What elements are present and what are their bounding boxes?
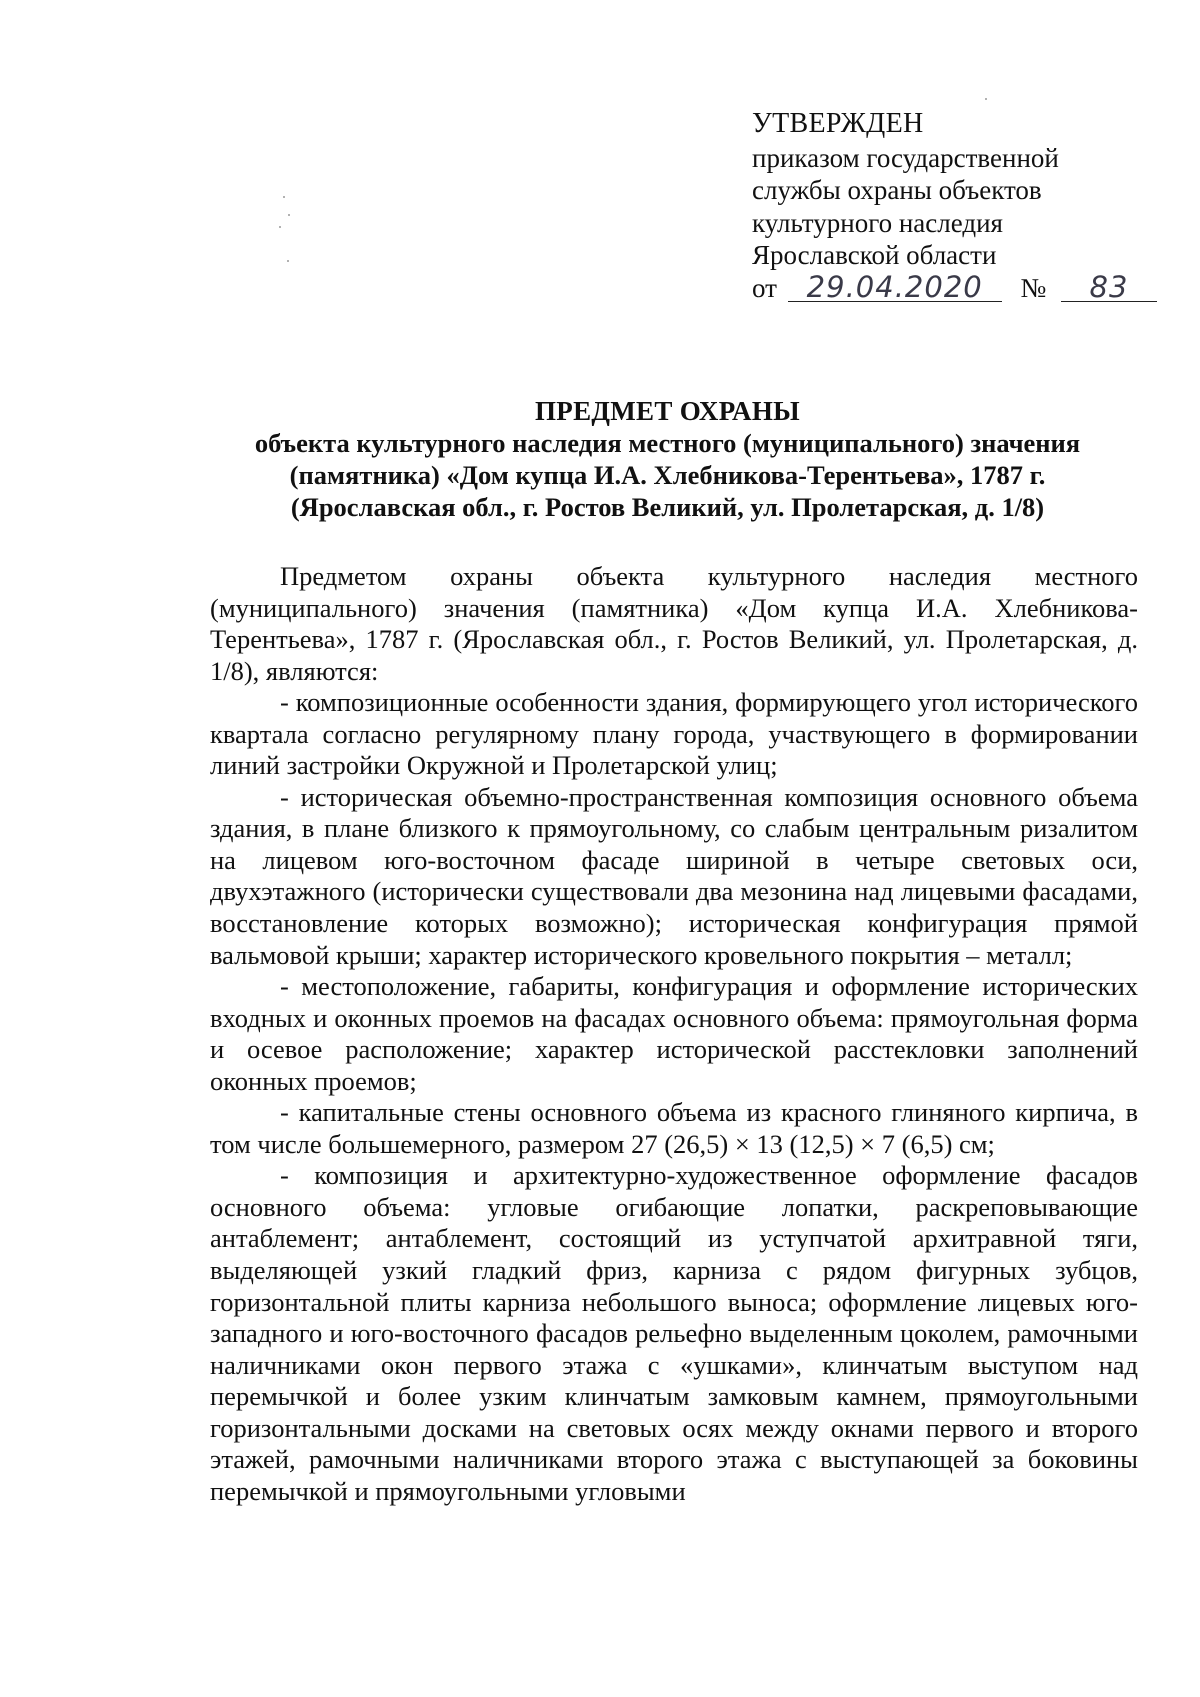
scan-speck — [288, 214, 290, 216]
approval-line: приказом государственной — [752, 142, 1059, 173]
handwritten-number: 83 — [1061, 273, 1157, 302]
intro-paragraph: Предметом охраны объекта культурного наследия местного (муниципального) значения (памятника) «Дом купца И.А. Хлебникова-Терентьева», 1787 г. (Ярославская обл., г. Ростов Великий, ул. Пролетарская, д. 1/8), являются: — [210, 561, 1138, 686]
heading-line: (Ярославская обл., г. Ростов Великий, ул. Пролетарская, д. 1/8) — [290, 492, 1045, 522]
handwritten-date: 29.04.2020 — [788, 273, 1002, 302]
scan-speck — [287, 260, 289, 262]
approval-line: культурного наследия — [752, 207, 1003, 238]
list-item: - композиционные особенности здания, формирующего угол исторического квартала согласно регулярному плану города, участвующего в формировании линий застройки Окружной и Пролетарской улиц; — [210, 687, 1138, 781]
document-body — [210, 561, 1138, 1507]
scan-speck — [279, 226, 281, 228]
date-prefix: от — [752, 272, 777, 303]
approval-block — [752, 108, 1152, 304]
heading-line: (памятника) «Дом купца И.А. Хлебникова-Терентьева», 1787 г. — [289, 460, 1046, 490]
scan-speck — [283, 196, 285, 198]
list-item: - капитальные стены основного объема из красного глиняного кирпича, в том числе большемерного, размером 27 (26,5) × 13 (12,5) × 7 (6,5) см; — [210, 1097, 1138, 1159]
heading-line: объекта культурного наследия местного (муниципального) значения — [254, 428, 1081, 458]
list-item: - историческая объемно-пространственная композиция основного объема здания, в плане близкого к прямоугольному, со слабым центральным ризалитом на лицевом юго-восточном фасаде шириной в четыре световых оси, двухэтажного (исторически существовали два мезонина над лицевыми фасадами, восстановление которых возможно); историческая конфигурация прямой вальмовой крыши; характер исторического кровельного покрытия – металл; — [210, 781, 1138, 970]
list-item: - композиция и архитектурно-художественное оформление фасадов основного объема: угловые огибающие лопатки, раскреповывающие антаблемент; антаблемент, состоящий из уступчатой архитравной тяги, выделяющей узкий гладкий фриз, карниза с рядом фигурных зубцов, горизонтальной плиты карниза небольшого выноса; оформление лицевых юго-западного и юго-восточного фасадов рельефно выделенным цоколем, рамочными наличниками окон первого этажа с «ушками», клинчатым выступом над перемычкой и более узким клинчатым замковым камнем, прямоугольными горизонтальными досками на световых осях между окнами первого и второго этажей, рамочными наличниками второго этажа с выступающей за боковины перемычкой и прямоугольными угловыми — [210, 1160, 1138, 1506]
approval-date-row — [752, 269, 1152, 305]
approval-line: службы охраны объектов — [752, 175, 1042, 205]
heading-title: ПРЕДМЕТ ОХРАНЫ — [535, 396, 800, 426]
approval-line: Ярославской области — [752, 240, 997, 270]
list-item: - местоположение, габариты, конфигурация и оформление исторических входных и оконных проемов на фасадах основного объема: прямоугольная форма и осевое расположение; характер исторической расстекловки заполнений оконных проемов; — [210, 971, 1138, 1096]
approval-title: УТВЕРЖДЕН — [752, 108, 924, 139]
document-heading — [200, 395, 1135, 523]
scan-speck — [985, 98, 987, 100]
number-sign: № — [1020, 272, 1047, 303]
